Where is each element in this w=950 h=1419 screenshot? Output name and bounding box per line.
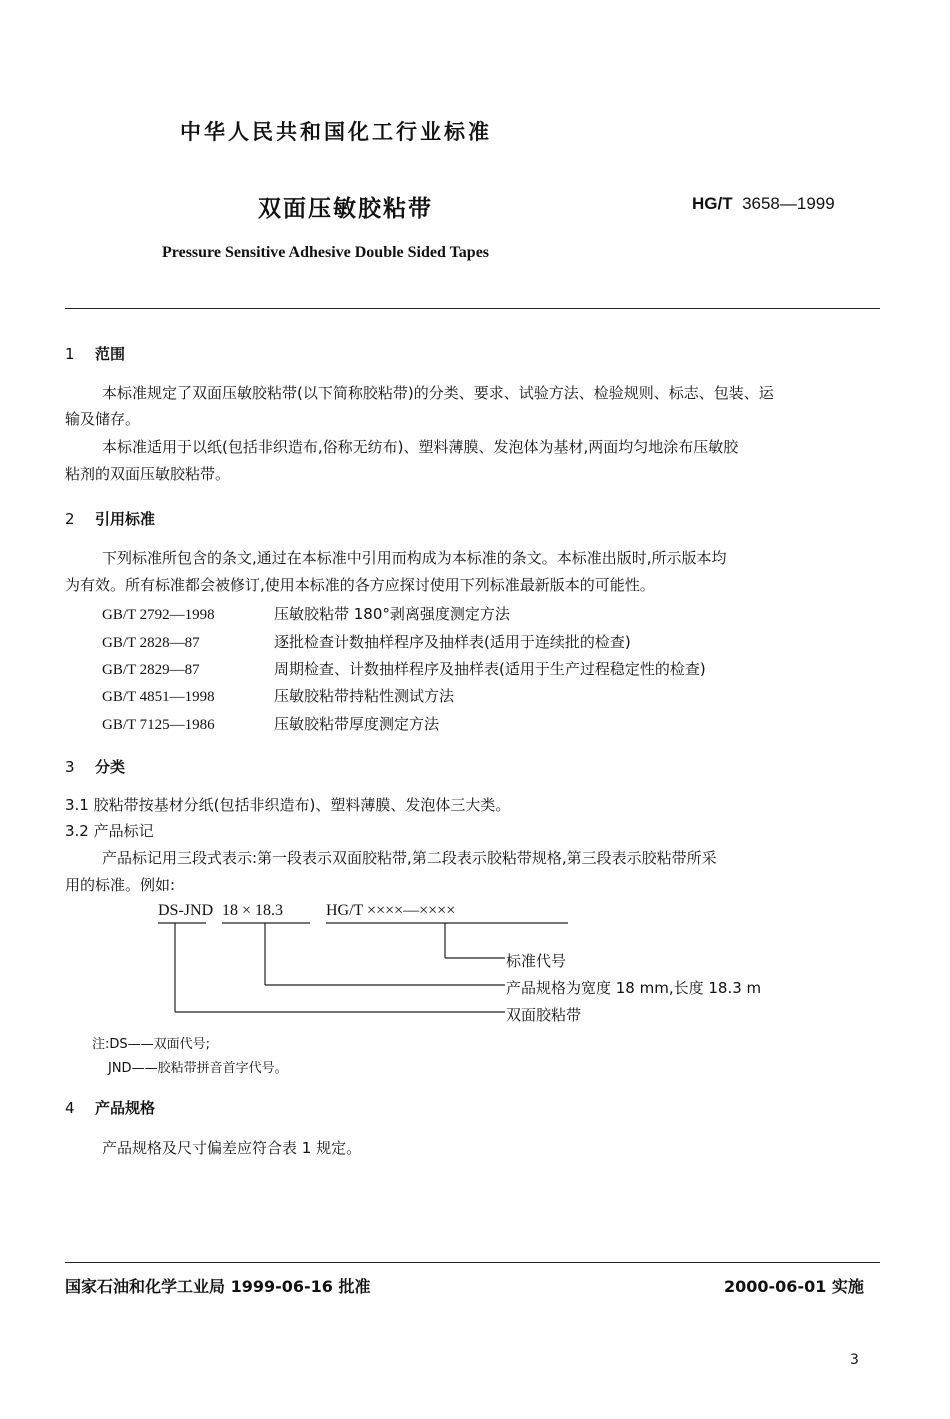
note-line-1: 注:DS——双面代号; <box>92 1037 211 1052</box>
english-title: Pressure Sensitive Adhesive Double Sided Tapes <box>162 244 490 261</box>
section-1-title: 范围 <box>95 345 126 363</box>
approval-info: 国家石油和化学工业局 1999-06-16 批准 <box>65 1277 371 1296</box>
mark-part-spec: 18 × 18.3 <box>222 902 284 919</box>
section-2-title: 引用标准 <box>95 510 156 528</box>
section-3-number: 3 <box>65 758 75 776</box>
section-3-2-heading: 3.2 产品标记 <box>65 822 154 840</box>
reference-code: GB/T 2792—1998 <box>102 607 215 623</box>
section-1-number: 1 <box>65 345 75 363</box>
section-4-number: 4 <box>65 1099 75 1117</box>
effective-date: 2000-06-01 实施 <box>724 1277 864 1296</box>
reference-title: 周期检查、计数抽样程序及抽样表(适用于生产过程稳定性的检查) <box>274 660 706 678</box>
section-1-p1-line1: 本标准规定了双面压敏胶粘带(以下简称胶粘带)的分类、要求、试验方法、检验规则、标志、包装、运 <box>102 384 774 402</box>
reference-title: 压敏胶粘带持粘性测试方法 <box>274 687 455 705</box>
section-1-p2-line2: 粘剂的双面压敏胶粘带。 <box>65 465 231 483</box>
section-2-p-line1: 下列标准所包含的条文,通过在本标准中引用而构成为本标准的条文。本标准出版时,所示版本均 <box>102 549 727 567</box>
section-3-2-p-line2: 用的标准。例如: <box>65 876 176 894</box>
mark-label-standard: 标准代号 <box>506 952 567 970</box>
mark-part-standard: HG/T ××××—×××× <box>326 902 456 919</box>
standard-code-prefix: HG/T <box>692 194 733 213</box>
reference-code: GB/T 2829—87 <box>102 662 200 678</box>
section-3-title: 分类 <box>95 758 126 776</box>
reference-code: GB/T 4851—1998 <box>102 689 215 705</box>
section-4-p: 产品规格及尺寸偏差应符合表 1 规定。 <box>102 1139 362 1157</box>
section-4-heading <box>65 1097 155 1118</box>
reference-title: 逐批检查计数抽样程序及抽样表(适用于连续批的检查) <box>274 633 631 651</box>
mark-part-type: DS-JND <box>158 902 214 919</box>
section-2-number: 2 <box>65 510 75 528</box>
document-title: 双面压敏胶粘带 <box>258 196 433 222</box>
standard-code-number: 3658—1999 <box>742 194 835 213</box>
section-3-2-p-line1: 产品标记用三段式表示:第一段表示双面胶粘带,第二段表示胶粘带规格,第三段表示胶粘带所采 <box>102 849 717 867</box>
section-2-p-line2: 为有效。所有标准都会被修订,使用本标准的各方应探讨使用下列标准最新版本的可能性。 <box>65 576 655 594</box>
page-number: 3 <box>850 1352 859 1368</box>
section-1-p1-line2: 输及储存。 <box>65 410 141 428</box>
section-1-p2-line1: 本标准适用于以纸(包括非织造布,俗称无纺布)、塑料薄膜、发泡体为基材,两面均匀地涂布压敏胶 <box>102 438 739 456</box>
reference-code: GB/T 2828—87 <box>102 635 200 651</box>
reference-title: 压敏胶粘带厚度测定方法 <box>274 715 440 733</box>
standard-org-heading: 中华人民共和国化工行业标准 <box>180 120 492 144</box>
reference-title: 压敏胶粘带 180°剥离强度测定方法 <box>274 605 510 623</box>
note-line-2: JND——胶粘带拼音首字代号。 <box>108 1061 288 1076</box>
section-4-title: 产品规格 <box>95 1099 156 1117</box>
mark-label-spec: 产品规格为宽度 18 mm,长度 18.3 m <box>506 979 762 997</box>
mark-label-type: 双面胶粘带 <box>506 1006 582 1024</box>
section-3-1: 3.1 胶粘带按基材分纸(包括非织造布)、塑料薄膜、发泡体三大类。 <box>65 796 511 814</box>
footer-divider <box>65 1262 880 1263</box>
reference-code: GB/T 7125—1986 <box>102 717 215 733</box>
